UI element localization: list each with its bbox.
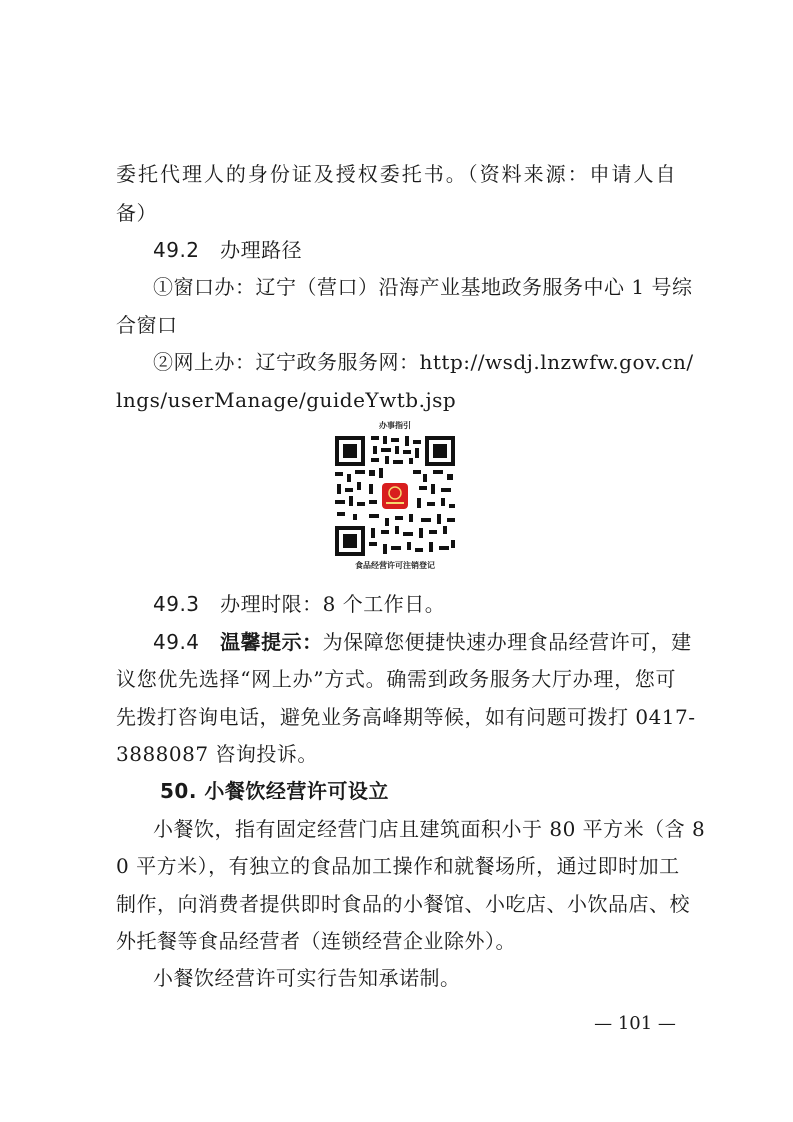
definition-line-2: 0 平方米），有独立的食品加工操作和就餐场所，通过即时加工 bbox=[116, 854, 680, 878]
window-service-line-2: 合窗口 bbox=[116, 313, 178, 337]
tips-label: 温馨提示： bbox=[220, 630, 323, 654]
time-limit-label: 办理时限： bbox=[220, 592, 323, 616]
qr-bottom-caption: 食品经营许可注销登记 bbox=[355, 561, 435, 570]
time-limit-value: 8 个工作日。 bbox=[322, 592, 446, 616]
page-number: — 101 — bbox=[594, 1013, 676, 1034]
qr-code-icon bbox=[333, 434, 457, 558]
window-service-line-1: ①窗口办：辽宁（营口）沿海产业基地政务服务中心 1 号综 bbox=[153, 275, 693, 299]
section-49-3-time-limit bbox=[153, 590, 676, 618]
materials-tail-line-1: 委托代理人的身份证及授权委托书。（资料来源：申请人自 bbox=[116, 162, 676, 186]
qr-top-caption: 办事指引 bbox=[379, 421, 411, 430]
tips-text: 为保障您便捷快速办理食品经营许可，建 bbox=[322, 630, 692, 654]
section-number: 49.3 bbox=[153, 592, 200, 616]
section-50-heading: 50. 小餐饮经营许可设立 bbox=[160, 779, 389, 803]
materials-tail-line-2: 备） bbox=[116, 201, 157, 225]
tips-line-4: 3888087 咨询投诉。 bbox=[116, 742, 318, 766]
section-number: 49.2 bbox=[153, 238, 200, 262]
online-service-url-line-2: lngs/userManage/guideYwtb.jsp bbox=[116, 388, 457, 412]
tips-line-2: 议您优先选择“网上办”方式。确需到政务服务大厅办理，您可 bbox=[116, 667, 676, 691]
notification-commitment-line: 小餐饮经营许可实行告知承诺制。 bbox=[153, 966, 461, 990]
definition-line-1: 小餐饮，指有固定经营门店且建筑面积小于 80 平方米（含 8 bbox=[153, 817, 706, 841]
qr-code-block bbox=[330, 420, 460, 572]
online-service-line-1: ②网上办：辽宁政务服务网：http://wsdj.lnzwfw.gov.cn/ bbox=[153, 350, 694, 374]
section-49-2-heading bbox=[153, 236, 676, 264]
section-number: 49.4 bbox=[153, 630, 200, 654]
section-title: 办理路径 bbox=[220, 238, 303, 262]
definition-line-3: 制作，向消费者提供即时食品的小餐馆、小吃店、小饮品店、校 bbox=[116, 892, 690, 916]
section-49-4-tips-line-1 bbox=[153, 628, 692, 656]
definition-line-4: 外托餐等食品经营者（连锁经营企业除外）。 bbox=[116, 929, 516, 953]
tips-line-3: 先拨打咨询电话，避免业务高峰期等候，如有问题可拨打 0417- bbox=[116, 705, 696, 729]
